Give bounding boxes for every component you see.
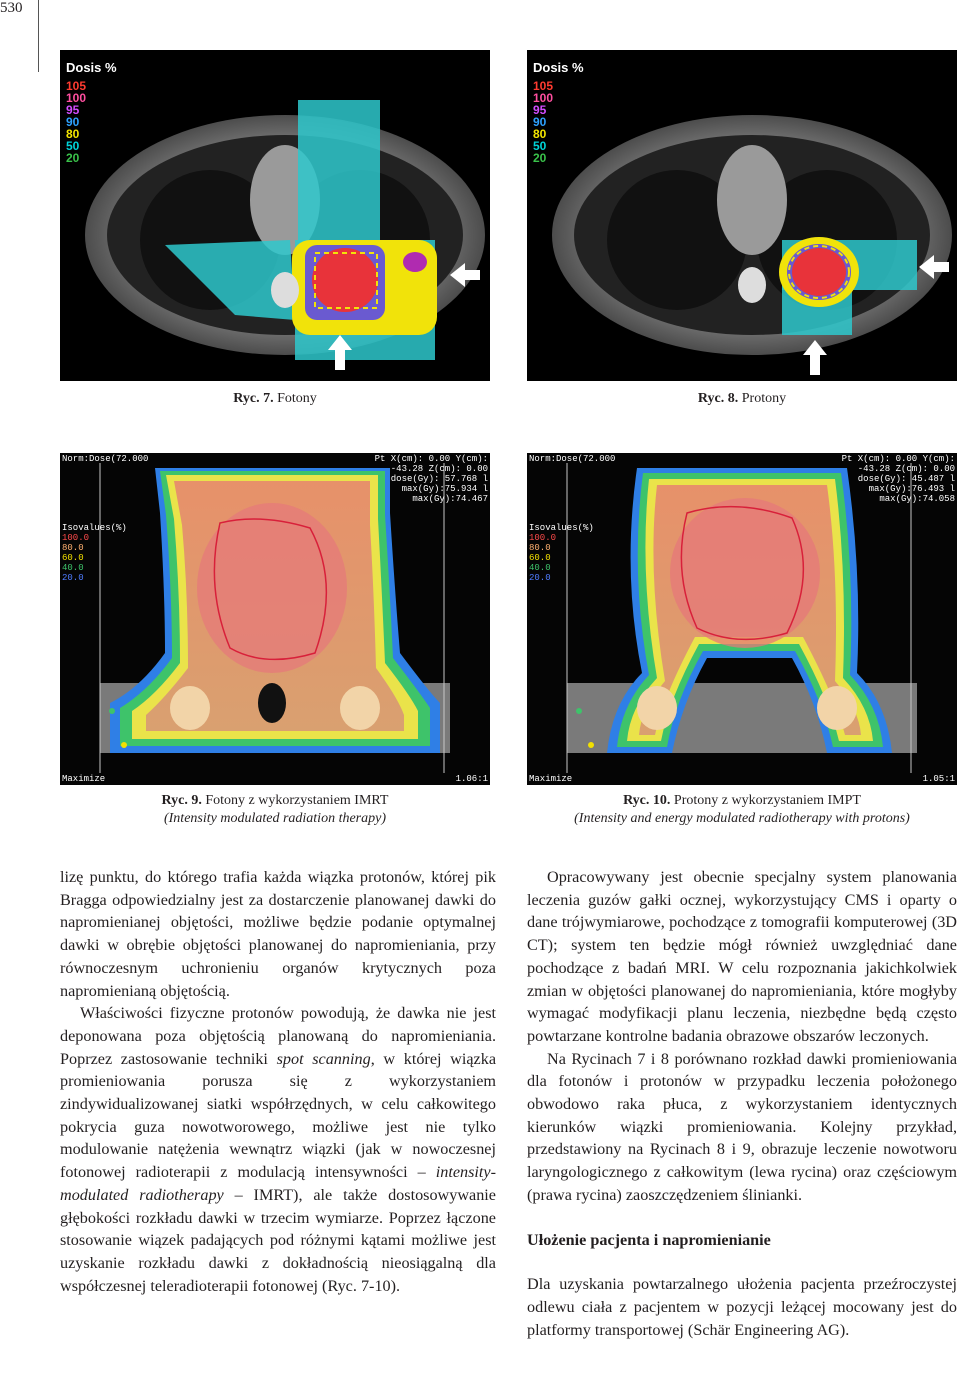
paragraph: lizę punktu, do którego trafia każda wiązka protonów, której pik Bragga odpowiedzialny jest za dostarczenie planowanej dawki do napromienianej objętości, możliwe będzie podanie optymalnej dawki w obrębie objętości planowanej do napromieniania, przy równoczesnym uchronieniu organów krytycznych poza napromienianą objętością.: [60, 868, 496, 1000]
figure-9-caption: [60, 792, 490, 828]
caption-label: Ryc. 8.: [697, 391, 739, 406]
legend-value: 105: [533, 79, 554, 93]
paragraph: Opracowywany jest obecnie specjalny system planowania leczenia guzów gałki ocznej, wykorzystujący CMS i oparty o dane trójwymiarowe, pochodzące z tomografii komputerowej (3D CT); system ten będzie mógł również uwzględniać dane pochodzące z badań MRI. W celu rozpoznania jakichkolwiek zmian w objętości planowanej do napromieniania, które mogłyby wymagać modyfikacji planu leczenia, niezbędne będą często powtarzane kontrolne badania obrazowe obszarów leczonych.: [527, 868, 957, 1045]
caption-subtitle: (Intensity and energy modulated radiotherapy with protons): [574, 811, 910, 826]
page-number: 530: [0, 0, 23, 16]
isovalue-legend: [529, 523, 594, 583]
paragraph: Dla uzyskania powtarzalnego ułożenia pacjenta przeźroczystej odlewu ciała z pacjentem w pozycji leżącej mocowany jest do platformy transportowej (Schär Engineering AG).: [527, 1275, 957, 1339]
legend-value: 50: [66, 139, 80, 153]
plan-header-left: Norm:Dose(72.000: [62, 454, 149, 464]
figure-8-caption: [527, 390, 957, 408]
legend-value: 20: [533, 151, 547, 165]
plan-footer-left: Maximize: [62, 774, 106, 784]
isovalue: 40.0: [62, 563, 84, 573]
isovalue-legend: [62, 523, 127, 583]
paragraph: Na Rycinach 7 i 8 porównano rozkład dawki promieniowania dla fotonów i protonów w przypadku leczenia położonego obwodowo raka płuca, z wykorzystaniem identycznych kierunków wiązki promieniowania. Kolejny przykład, przedstawiony na Rycinach 8 i 9, obrazuje leczenie nowotworu laryngologicznego z całkowitym (lewa rycina) oraz częściowym (prawa rycina) zaoszczędzeniem ślinianki.: [527, 1049, 957, 1204]
isovalue: 60.0: [529, 553, 551, 563]
figure-10-caption: [527, 792, 957, 828]
legend-value: 95: [66, 103, 80, 117]
caption-text: Protony z wykorzystaniem IMPT: [673, 793, 861, 808]
legend-value: 80: [533, 127, 547, 141]
margin-rule: [38, 0, 39, 72]
caption-label: Ryc. 10.: [623, 793, 671, 808]
right-text-column: [527, 866, 957, 1341]
legend-value: 50: [533, 139, 547, 153]
section-heading: Ułożenie pacjenta i napromienianie: [527, 1230, 771, 1249]
caption-label: Ryc. 7.: [233, 391, 274, 406]
legend-value: 20: [66, 151, 80, 165]
plan-header-left: Norm:Dose(72.000: [529, 454, 616, 464]
dose-legend-title: Dosis %: [66, 60, 117, 75]
legend-value: 100: [66, 91, 87, 105]
isovalue: 60.0: [62, 553, 84, 563]
isovalue: 100.0: [62, 533, 90, 543]
italic-term: intensity-modulated radiotherapy: [60, 1163, 496, 1204]
plan-footer-right: 1.05:1: [922, 774, 955, 784]
text-run: Właściwości fizyczne protonów powodują, że dawka nie jest deponowana poza objętością planowaną do napromieniania. Poprzez zastosowanie techniki: [60, 1004, 496, 1068]
isovalue: 80.0: [529, 543, 551, 553]
figure-10-image: [527, 453, 957, 785]
dose-legend-title: Dosis %: [533, 60, 584, 75]
plan-footer-left: Maximize: [529, 774, 573, 784]
isovalue: 20.0: [62, 573, 84, 583]
left-text-column: [60, 866, 496, 1297]
caption-subtitle: (Intensity modulated radiation therapy): [163, 811, 387, 826]
caption-label: Ryc. 9.: [161, 793, 202, 808]
figure-7-caption: [60, 390, 490, 408]
legend-value: 90: [533, 115, 547, 129]
figure-7-image: [60, 50, 490, 381]
plan-header-right: Pt X(cm): 0.00 Y(cm): -43.28 Z(cm): 0.00 dose(Gy): 45.487 l max(Gy):76.493 l max(Gy):74.058: [841, 454, 955, 504]
legend-value: 90: [66, 115, 80, 129]
dose-legend: [66, 80, 86, 164]
isovalue-title: Isovalues(%): [529, 523, 594, 533]
isovalue-title: Isovalues(%): [62, 523, 127, 533]
legend-value: 80: [66, 127, 80, 141]
isovalue: 80.0: [62, 543, 84, 553]
plan-footer-right: 1.06:1: [455, 774, 488, 784]
caption-text: Protony: [741, 391, 787, 406]
text-run: , w której wiązka promieniowania porusza się z wykorzystaniem zindywidualizowanej siatki współrzędnych, w celu całkowitego pokrycia guza nowotworowego, możliwe jest nie tylko modulowanie natężenia wewnątrz wiązki (jak w nowoczesnej fotonowej radioterapii z modulacją intensywności –: [60, 1049, 496, 1182]
legend-value: 105: [66, 79, 87, 93]
plan-header-right: Pt X(cm): 0.00 Y(cm): -43.28 Z(cm): 0.00 dose(Gy): 57.768 l max(Gy):75.934 l max(Gy):74.467: [374, 454, 488, 504]
isovalue: 20.0: [529, 573, 551, 583]
italic-term: spot scanning: [276, 1049, 371, 1068]
isovalue: 40.0: [529, 563, 551, 573]
dose-legend: [533, 80, 553, 164]
legend-value: 100: [533, 91, 554, 105]
isovalue: 100.0: [529, 533, 557, 543]
legend-value: 95: [533, 103, 547, 117]
figure-8-image: [527, 50, 957, 381]
paragraph: [60, 1002, 496, 1297]
caption-text: Fotony: [277, 391, 317, 406]
text-run: – IMRT), ale także dostosowywanie głębokości rozkładu dawki w trzecim wymiarze. Poprzez łączone stosowanie wiązek padających pod różnymi kątami możliwe jest uzyskanie rozkładu dawki z dokładnością nieosiągalną dla współczesnej teleradioterapii fotonowej (Ryc. 7-10).: [60, 1185, 496, 1295]
figure-9-image: [60, 453, 490, 785]
caption-text: Fotony z wykorzystaniem IMRT: [205, 793, 389, 808]
